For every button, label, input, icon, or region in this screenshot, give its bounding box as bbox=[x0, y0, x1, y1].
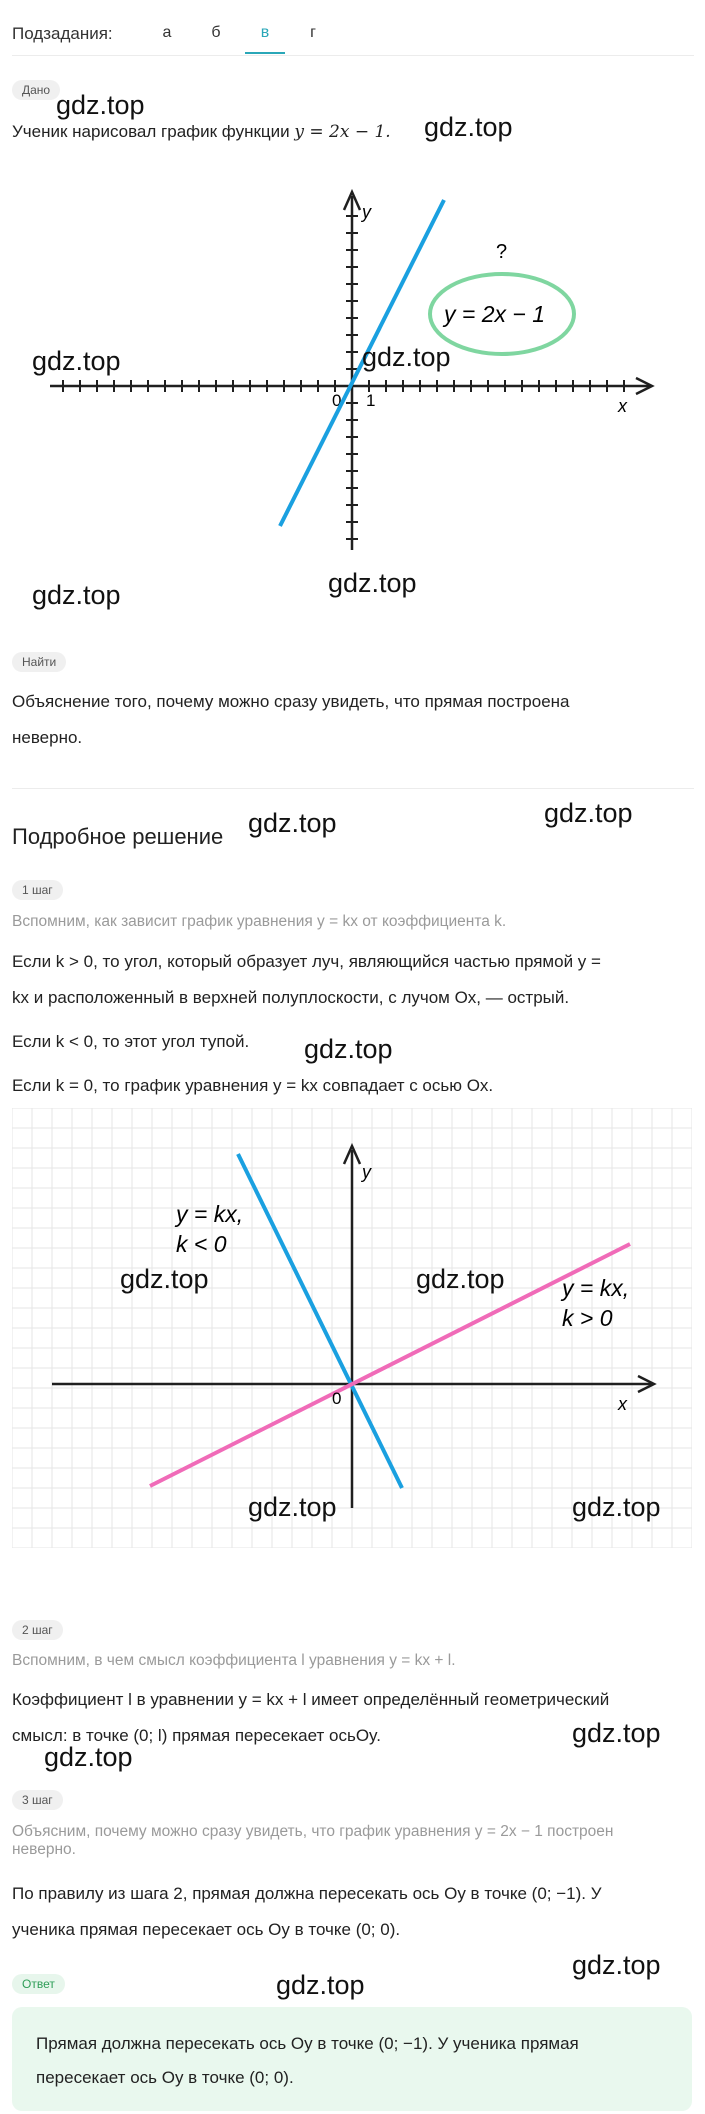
given-formula: y = 2x − 1. bbox=[294, 122, 391, 142]
positive-line-label-1: y = kx, bbox=[562, 1275, 630, 1301]
watermark: gdz.top bbox=[56, 90, 145, 120]
step2-line1: Коэффициент l в уравнении y = kx + l имеет определённый геометрический bbox=[12, 1690, 610, 1709]
watermark: gdz.top bbox=[32, 580, 121, 610]
watermark: gdz.top bbox=[248, 808, 337, 838]
watermark: gdz.top bbox=[304, 1034, 393, 1064]
step3-line2: ученика прямая пересекает ось Oy в точке (0; 0). bbox=[12, 1920, 401, 1939]
solution-title: Подробное решение bbox=[12, 824, 224, 849]
watermark: gdz.top bbox=[248, 1492, 337, 1522]
find-line-1: Объяснение того, почему можно сразу увидеть, что прямая построена bbox=[12, 692, 570, 711]
figure2-x-label: x bbox=[618, 1394, 627, 1414]
slope-comparison-figure bbox=[12, 1108, 692, 1548]
subtask-tabs-label: Подзадания: bbox=[12, 24, 113, 43]
watermark: gdz.top bbox=[572, 1492, 661, 1522]
tab-v[interactable]: в bbox=[245, 24, 285, 54]
step3-hint-line2: неверно. bbox=[12, 1841, 76, 1858]
section-divider bbox=[12, 788, 694, 789]
step2-line2: смысл: в точке (0; l) прямая пересекает осьOy. bbox=[12, 1726, 382, 1745]
figure1-x-label: x bbox=[618, 396, 627, 416]
negative-line-label-1: y = kx, bbox=[176, 1201, 244, 1227]
step3-line1: По правилу из шага 2, прямая должна пересекать ось Oy в точке (0; −1). У bbox=[12, 1884, 602, 1903]
answer-badge: Ответ bbox=[12, 1974, 65, 1994]
step2-hint: Вспомним, в чем смысл коэффициента l уравнения y = kx + l. bbox=[12, 1652, 456, 1669]
positive-line-label-2: k > 0 bbox=[562, 1305, 613, 1331]
figure2-y-axis bbox=[344, 1146, 360, 1508]
step1-p2: Если k < 0, то этот угол тупой. bbox=[12, 1032, 250, 1051]
figure1-origin-label: 0 bbox=[332, 391, 342, 410]
figure1-one-label: 1 bbox=[366, 391, 376, 410]
watermark: gdz.top bbox=[424, 112, 513, 142]
step1-p1-line2: kx и расположенный в верхней полуплоскости, с лучом Ox, — острый. bbox=[12, 988, 570, 1007]
given-text-body: Ученик нарисовал график функции bbox=[12, 122, 290, 141]
watermark: gdz.top bbox=[32, 346, 121, 376]
given-badge: Дано bbox=[12, 80, 60, 100]
watermark: gdz.top bbox=[276, 1970, 365, 2000]
step1-hint: Вспомним, как зависит график уравнения y = kx от коэффициента k. bbox=[12, 913, 507, 930]
tab-b[interactable]: б bbox=[211, 24, 221, 41]
figure1-y-label: y bbox=[362, 202, 371, 222]
watermark: gdz.top bbox=[572, 1718, 661, 1748]
positive-slope-line bbox=[150, 1244, 630, 1486]
step3-badge: 3 шаг bbox=[12, 1790, 63, 1810]
student-graph-figure bbox=[40, 180, 680, 580]
watermark: gdz.top bbox=[44, 1742, 133, 1772]
figure1-ticks bbox=[63, 216, 624, 539]
watermark: gdz.top bbox=[544, 798, 633, 828]
step1-p1-line1: Если k > 0, то угол, который образует луч, являющийся частью прямой y = bbox=[12, 952, 601, 971]
negative-slope-line bbox=[238, 1154, 402, 1488]
step3-hint-line1: Объясним, почему можно сразу увидеть, что график уравнения y = 2x − 1 построен bbox=[12, 1823, 614, 1840]
watermark: gdz.top bbox=[120, 1264, 209, 1294]
figure2-origin-label: 0 bbox=[332, 1389, 342, 1408]
watermark: gdz.top bbox=[572, 1950, 661, 1980]
tab-g[interactable]: г bbox=[310, 24, 316, 41]
figure2-y-label: y bbox=[362, 1162, 371, 1182]
find-badge: Найти bbox=[12, 652, 66, 672]
watermark: gdz.top bbox=[362, 342, 451, 372]
step3-hint bbox=[12, 1823, 692, 1859]
watermark: gdz.top bbox=[328, 568, 417, 598]
answer-line2: пересекает ось Oy в точке (0; 0). bbox=[36, 2068, 294, 2087]
step1-badge: 1 шаг bbox=[12, 880, 63, 900]
step2-badge: 2 шаг bbox=[12, 1620, 63, 1640]
tab-a[interactable]: а bbox=[162, 24, 172, 41]
watermark: gdz.top bbox=[416, 1264, 505, 1294]
answer-line1: Прямая должна пересекать ось Oy в точке (0; −1). У ученика прямая bbox=[36, 2034, 579, 2053]
step1-p3: Если k = 0, то график уравнения y = kx совпадает с осью Ox. bbox=[12, 1076, 494, 1095]
figure1-question-mark: ? bbox=[496, 241, 508, 263]
find-line-2: неверно. bbox=[12, 728, 83, 747]
answer-box bbox=[12, 2007, 692, 2111]
figure1-ellipse-label: y = 2x − 1 bbox=[444, 301, 546, 327]
subtask-tabs bbox=[12, 18, 694, 56]
negative-line-label-2: k < 0 bbox=[176, 1231, 227, 1257]
